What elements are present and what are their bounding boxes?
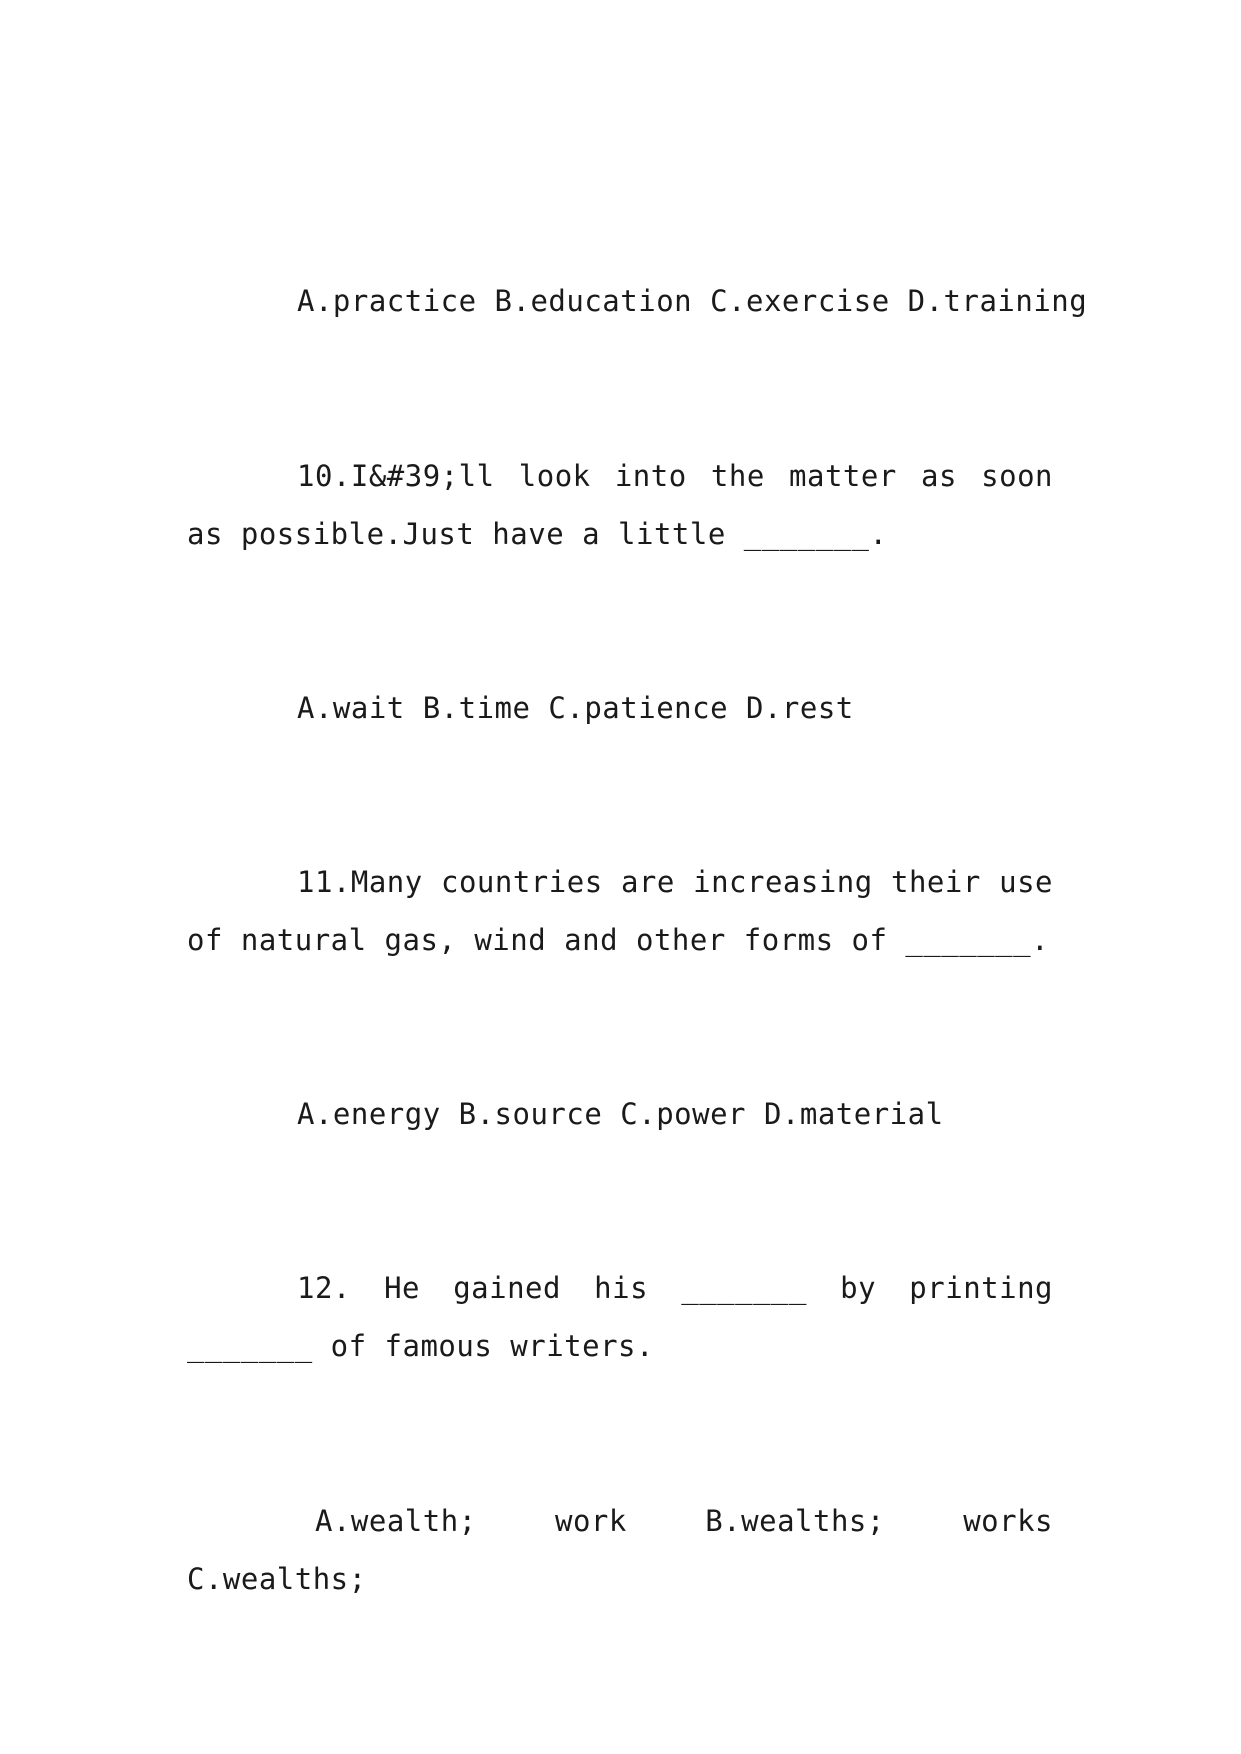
question-9-options: A.practice B.education C.exercise D.training <box>297 284 1088 318</box>
question-11-options: A.energy B.source C.power D.material <box>297 1097 944 1131</box>
question-10-options: A.wait B.time C.patience D.rest <box>297 691 854 725</box>
question-12-options: A.wealth; work B.wealths; works C.wealths; <box>187 1504 1053 1596</box>
question-12-stem: 12. He gained his _______ by printing _______ of famous writers. <box>187 1271 1053 1363</box>
question-10-stem: 10.I&#39;ll look into the matter as soon as possible.Just have a little _______. <box>187 459 1053 551</box>
question-11-stem: 11.Many countries are increasing their use of natural gas, wind and other forms of _______. <box>187 865 1053 957</box>
